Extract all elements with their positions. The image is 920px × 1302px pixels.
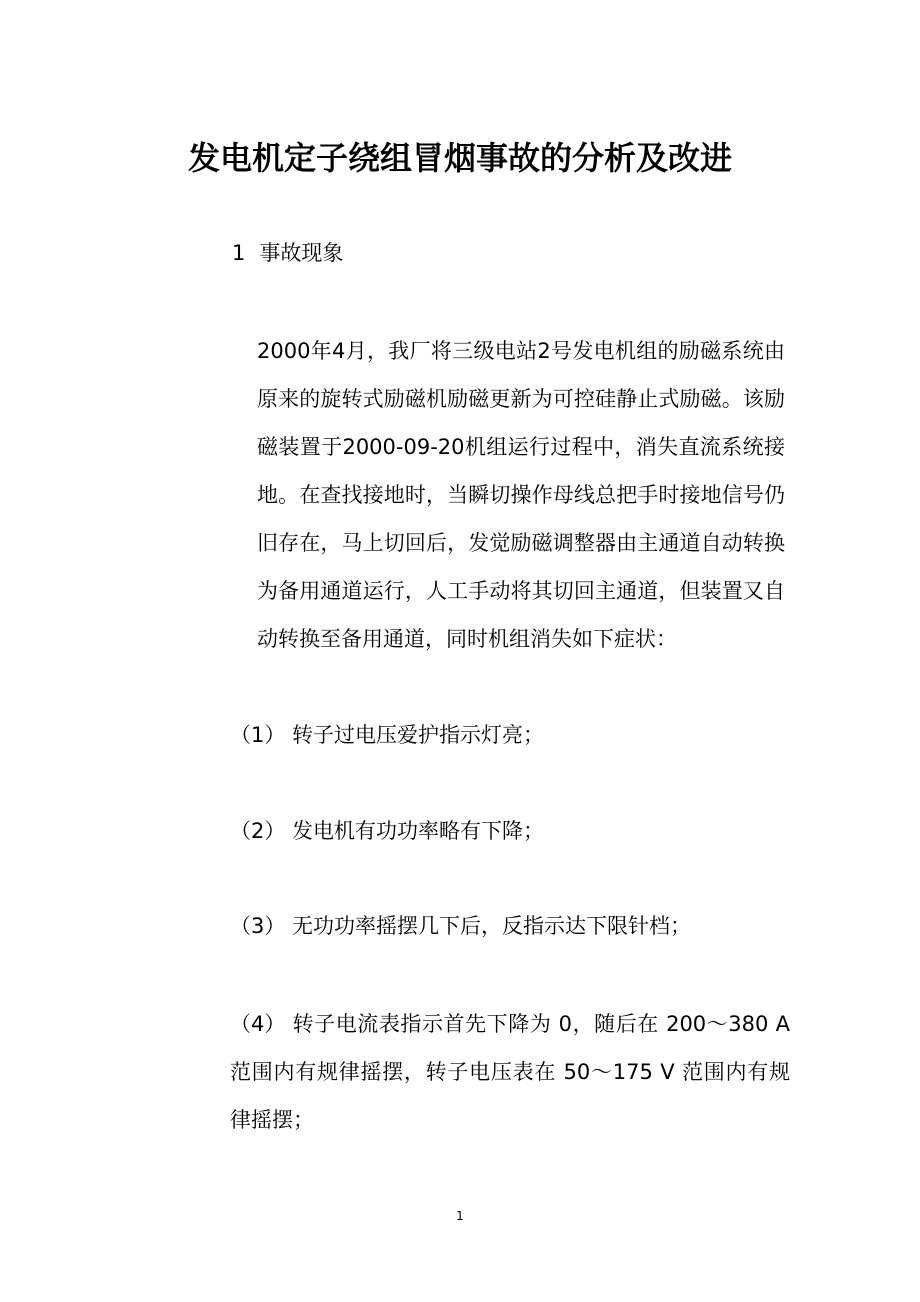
paragraph-incident bbox=[165, 327, 785, 663]
list-item-text: 无功功率摇摆几下后，反指示达下限针档； bbox=[292, 914, 691, 938]
list-item-marker: （3） bbox=[230, 914, 286, 938]
list-item-text: 发电机有功功率略有下降； bbox=[292, 819, 544, 843]
list-item bbox=[165, 1000, 790, 1144]
list-item-text: 转子过电压爱护指示灯亮； bbox=[292, 723, 544, 747]
list-item-body bbox=[165, 1000, 790, 1144]
list-item-marker: （2） bbox=[230, 819, 286, 843]
list-item-marker: （1） bbox=[230, 723, 286, 747]
list-item-text: 转子电流表指示首先下降为 0，随后在 200～380 A 范围内有规律摇摆，转子电压表在 50～175 V 范围内有规律摇摆； bbox=[230, 1012, 790, 1132]
section-heading-text: 事故现象 bbox=[259, 241, 344, 265]
section-number: 1 bbox=[232, 241, 246, 265]
list-item bbox=[230, 720, 544, 750]
list-item bbox=[230, 816, 544, 846]
list-item-marker: （4） bbox=[230, 1012, 286, 1036]
document-title: 发电机定子绕组冒烟事故的分析及改进 bbox=[187, 139, 732, 177]
list-item bbox=[230, 911, 691, 941]
page-number: 1 bbox=[456, 1209, 464, 1223]
paragraph-incident-text: 2000年4月，我厂将三级电站2号发电机组的励磁系统由原来的旋转式励磁机励磁更新为可控硅静止式励磁。该励磁装置于2000-09-20机组运行过程中，消失直流系统接地。在查找接地时，当瞬切操作母线总把手时接地信号仍旧存在，马上切回后，发觉励磁调整器由主通道自动转换为备用通道运行，人工手动将其切回主通道，但装置又自动转换至备用通道，同时机组消失如下症状： bbox=[257, 339, 785, 651]
section-heading bbox=[232, 238, 343, 268]
